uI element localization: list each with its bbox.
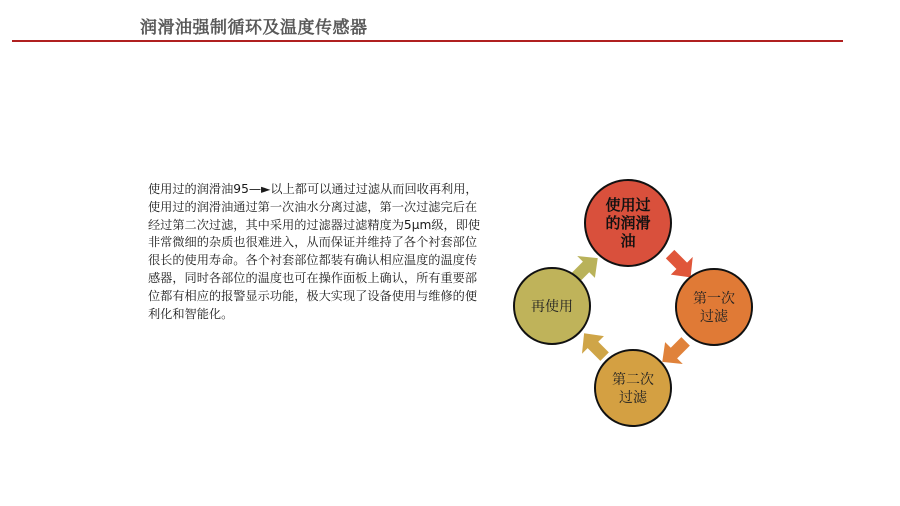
node-used-oil-line3: 油 xyxy=(620,232,636,250)
title-underline xyxy=(12,40,843,42)
node-used-oil xyxy=(585,180,671,266)
node-reuse xyxy=(514,268,590,344)
node-used-oil-line1: 使用过 xyxy=(605,196,651,214)
node-second-filter-line2: 过滤 xyxy=(619,390,647,406)
node-second-filter-line1: 第二次 xyxy=(612,372,654,388)
node-second-filter xyxy=(595,350,671,426)
body-paragraph: 使用过的润滑油95—►以上都可以通过过滤从而回收再利用，使用过的润滑油通过第一次油水分离过滤，第一次过滤完后在经过第二次过滤，其中采用的过滤器过滤精度为5μm级，即使非常微细的杂质也很难进入，从而保证并维持了各个衬套部位很长的使用寿命。各个衬套部位都装有确认相应温度的温度传感器，同时各部位的温度也可在操作面板上确认，所有重要部位都有相应的报警显示功能，极大实现了设备使用与维修的便利化和智能化。 xyxy=(148,182,481,321)
node-reuse-line1: 再使用 xyxy=(531,299,573,315)
node-first-filter xyxy=(676,269,752,345)
node-first-filter-line1: 第一次 xyxy=(693,291,735,307)
slide-title: 润滑油强制循环及温度传感器 xyxy=(140,18,368,38)
cycle-diagram xyxy=(500,170,760,430)
node-used-oil-line2: 的润滑 xyxy=(605,214,651,232)
node-first-filter-line2: 过滤 xyxy=(700,309,728,325)
